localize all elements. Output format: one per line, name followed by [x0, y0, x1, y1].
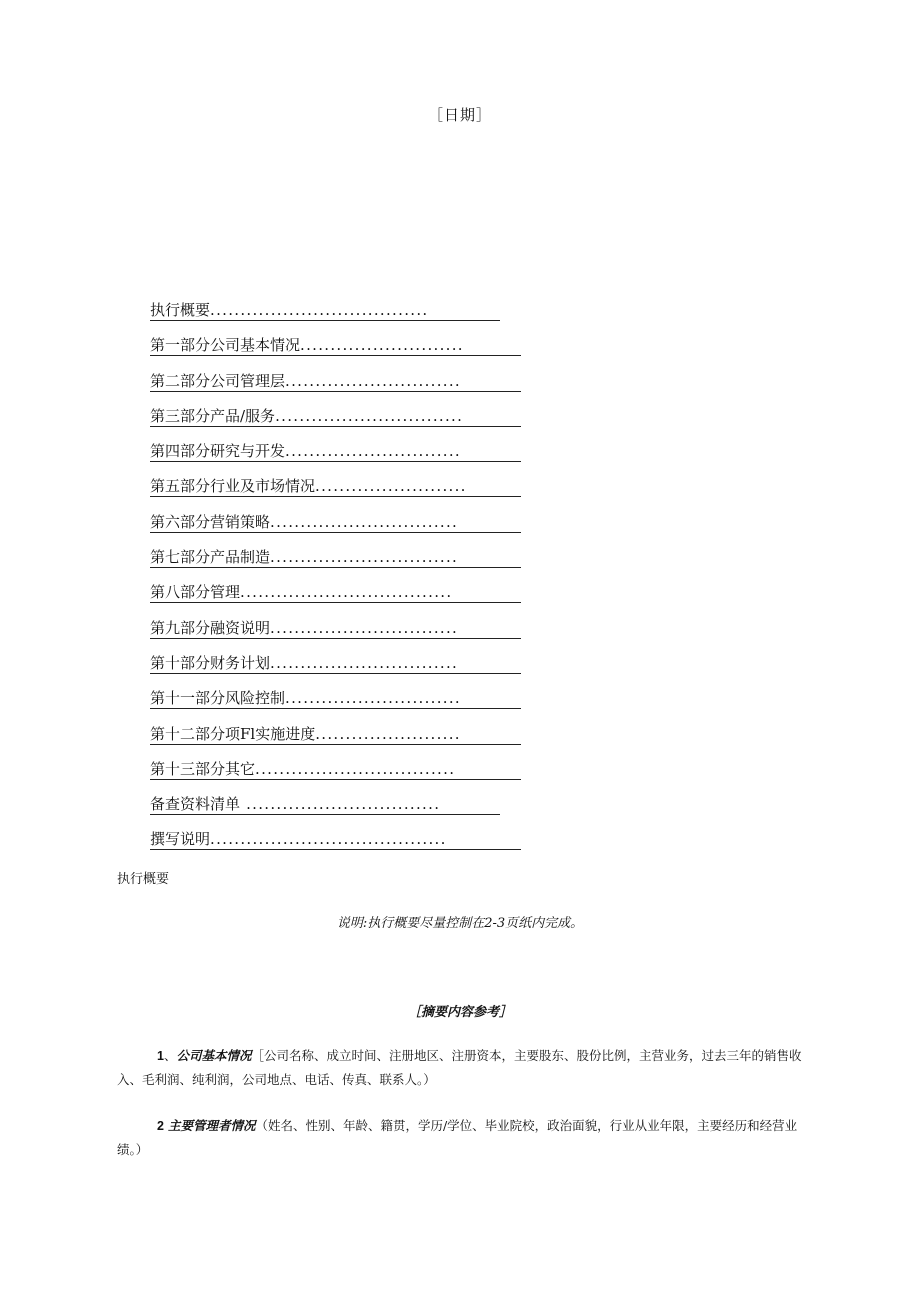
- toc-entry: [150, 512, 521, 533]
- toc-leader-dots: .......................................: [210, 830, 447, 849]
- section-note: 说明:执行概要尽量控制在2-3页纸内完成。: [336, 916, 584, 931]
- toc-leader-dots: .................................: [255, 759, 456, 778]
- toc-entry: [150, 759, 521, 780]
- toc-item[interactable]: [150, 406, 550, 441]
- toc-entry: [150, 582, 521, 603]
- toc-item[interactable]: [150, 653, 550, 688]
- paragraph-heading: 公司基本情况: [176, 1048, 252, 1063]
- toc-entry: [150, 618, 521, 639]
- toc-label: 第一部分公司基本情况: [150, 336, 301, 355]
- toc-item[interactable]: [150, 582, 550, 617]
- toc-label: 备查资料清单: [150, 795, 241, 814]
- toc-item[interactable]: [150, 759, 550, 794]
- reference-title: ［摘要内容参考］: [407, 1005, 512, 1020]
- toc-label: 撰写说明: [150, 830, 211, 849]
- toc-entry: [150, 476, 521, 497]
- toc-label: 第十三部分其它: [150, 759, 256, 778]
- section-heading: 执行概要: [117, 872, 170, 887]
- toc-leader-dots: .............................: [285, 371, 461, 390]
- toc-item[interactable]: [150, 547, 550, 582]
- toc-leader-dots: ...............................: [270, 548, 459, 567]
- toc-entry: [150, 371, 521, 392]
- toc-leader-dots: .............................: [285, 442, 461, 461]
- toc-label: 第十部分财务计划: [150, 653, 271, 672]
- toc-leader-dots: ...............................: [270, 618, 459, 637]
- toc-entry: [150, 688, 521, 709]
- toc-item[interactable]: [150, 335, 550, 370]
- toc-label: 第六部分营销策略: [150, 512, 271, 531]
- toc-leader-dots: ...........................: [300, 336, 464, 355]
- toc-leader-dots: ...............................: [270, 512, 459, 531]
- toc-label: 第九部分融资说明: [150, 618, 271, 637]
- toc-leader-dots: ................................: [240, 795, 441, 814]
- toc-entry: [150, 829, 521, 850]
- toc-label: 第十一部分风险控制: [150, 689, 286, 708]
- toc-entry: [150, 794, 500, 815]
- toc-entry: [150, 547, 521, 568]
- toc-entry: [150, 653, 521, 674]
- paragraph-company-info: [117, 1044, 807, 1092]
- toc-entry: [150, 300, 500, 321]
- paragraph-management-info: [117, 1114, 807, 1162]
- paragraph-number: 2: [157, 1119, 164, 1133]
- toc-entry: [150, 406, 521, 427]
- toc-leader-dots: ...............................: [270, 653, 459, 672]
- toc-item[interactable]: [150, 618, 550, 653]
- toc-label: 第十二部分项Fl实施进度: [150, 724, 316, 743]
- toc-item[interactable]: [150, 300, 550, 335]
- toc-leader-dots: ...............................: [275, 406, 464, 425]
- paragraph-separator: 、: [163, 1048, 177, 1063]
- toc-item[interactable]: [150, 794, 550, 829]
- toc-entry: [150, 441, 521, 462]
- toc-item[interactable]: [150, 688, 550, 723]
- toc-leader-dots: ........................: [315, 724, 461, 743]
- toc-item[interactable]: [150, 724, 550, 759]
- table-of-contents: [150, 300, 550, 865]
- toc-item[interactable]: [150, 476, 550, 511]
- toc-label: 执行概要: [150, 301, 211, 319]
- paragraph-heading: 主要管理者情况: [167, 1118, 256, 1133]
- toc-label: 第四部分研究与开发: [150, 442, 286, 461]
- toc-label: 第八部分管理: [150, 583, 241, 602]
- toc-entry: [150, 724, 521, 745]
- toc-leader-dots: .........................: [315, 477, 467, 496]
- toc-leader-dots: .............................: [285, 689, 461, 708]
- toc-leader-dots: ....................................: [210, 301, 429, 319]
- paragraph-body: ［公司名称、成立时间、注册地区、注册资本，主要股东、股份比例，主营业务，过去三年的销售收入、毛利润、纯利润，公司地点、电话、传真、联系人。）: [117, 1048, 802, 1087]
- toc-label: 第二部分公司管理层: [150, 371, 286, 390]
- toc-leader-dots: ...................................: [240, 583, 453, 602]
- toc-item[interactable]: [150, 371, 550, 406]
- toc-item[interactable]: [150, 512, 550, 547]
- toc-label: 第三部分产品/服务: [150, 406, 276, 425]
- toc-label: 第五部分行业及市场情况: [150, 477, 316, 496]
- paragraph-body: （姓名、性别、年龄、籍贯，学历/学位、毕业院校，政治面貌，行业从业年限，主要经历和经营业绩。）: [117, 1118, 798, 1157]
- toc-item[interactable]: [150, 441, 550, 476]
- toc-entry: [150, 335, 521, 356]
- toc-item[interactable]: [150, 829, 550, 864]
- date-placeholder: ［日期］: [427, 106, 492, 124]
- paragraph-number: 1: [157, 1049, 164, 1063]
- toc-label: 第七部分产品制造: [150, 548, 271, 567]
